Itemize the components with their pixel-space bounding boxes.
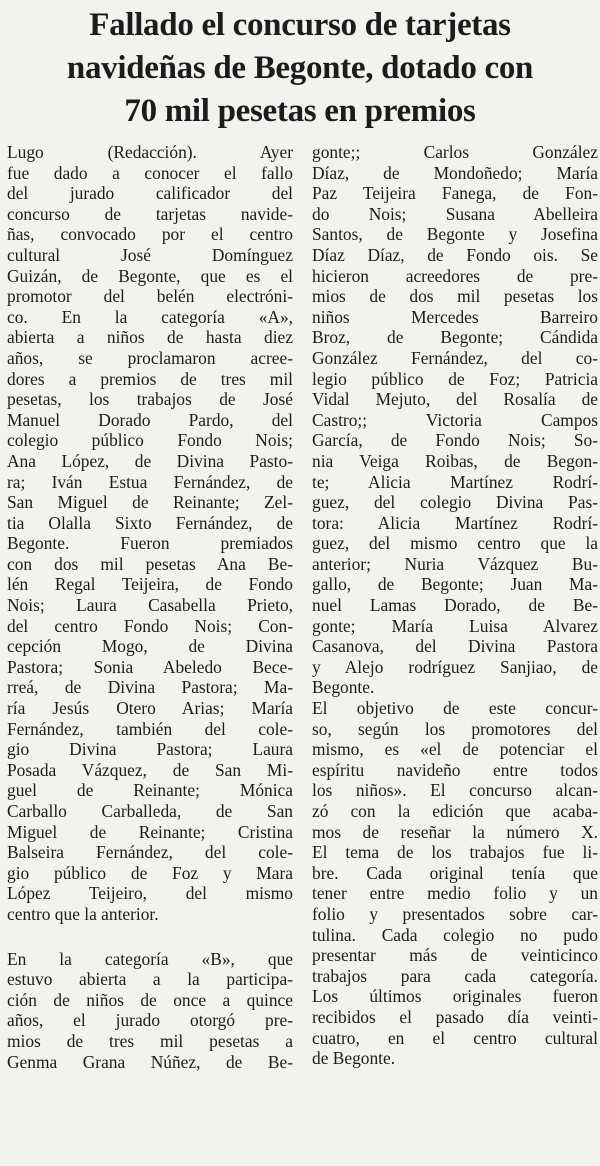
text-line: Pastora; Sonia Abeledo Bece- <box>7 656 293 677</box>
text-line: colegio público Fondo Nois; <box>7 430 293 451</box>
text-line: nia Veiga Roibas, de Begon- <box>312 450 598 471</box>
text-line: pesetas, los trabajos de José <box>7 389 293 410</box>
text-line: Los últimos originales fueron <box>312 986 598 1007</box>
right-column <box>312 142 598 1069</box>
text-line: folio y presentados sobre car- <box>312 903 598 924</box>
headline-line: navideñas de Begonte, dotado con <box>66 50 534 86</box>
text-line: guez, del colegio Divina Pas- <box>312 492 598 513</box>
text-line: cuatro, en el centro cultural <box>312 1027 598 1048</box>
text-line: co. En la categoría «A», <box>7 306 293 327</box>
text-line: Vidal Mejuto, del Rosalía de <box>312 389 598 410</box>
text-line: mos de reseñar la número X. <box>312 821 598 842</box>
text-line: Broz, de Begonte; Cándida <box>312 327 598 348</box>
text-line: centro que la anterior. <box>7 903 159 924</box>
left-paragraph-1 <box>7 142 293 925</box>
text-line: promotor del belén electróni- <box>7 286 293 307</box>
text-line: mios de tres mil pesetas a <box>7 1030 293 1051</box>
text-line: Guizán, de Begonte, que es el <box>7 265 293 286</box>
text-line: fue dado a conocer el fallo <box>7 162 293 183</box>
text-line: bre. Cada original tenía que <box>312 862 598 883</box>
text-line: Fernández, también del cole- <box>7 718 293 739</box>
text-line: tulina. Cada colegio no pudo <box>312 924 598 945</box>
text-line: mios de dos mil pesetas los <box>312 286 598 307</box>
right-paragraph-1 <box>312 142 598 698</box>
text-line: años, se proclamaron acree- <box>7 347 293 368</box>
text-line: gallo, de Begonte; Juan Ma- <box>312 574 598 595</box>
text-line: trabajos para cada categoría. <box>312 965 598 986</box>
text-line: nuel Lamas Dorado, de Be- <box>312 595 598 616</box>
left-paragraph-2 <box>7 949 293 1073</box>
text-line: El tema de los trabajos fue li- <box>312 842 598 863</box>
text-line: rreá, de Divina Pastora; Ma- <box>7 677 293 698</box>
text-line: tora: Alicia Martínez Rodrí- <box>312 512 598 533</box>
text-line: ría Jesús Otero Arias; María <box>7 698 293 719</box>
text-line: años, el jurado otorgó pre- <box>7 1010 293 1031</box>
text-line: niños Mercedes Barreiro <box>312 306 598 327</box>
headline-line: 70 mil pesetas en premios <box>124 93 476 129</box>
text-line: Díaz, de Mondoñedo; María <box>312 162 598 183</box>
text-line: zó con la edición que acaba- <box>312 801 598 821</box>
text-line: Balseira Fernández, del cole- <box>7 842 293 863</box>
text-line: tener entre medio folio y un <box>312 883 598 904</box>
text-line: Ana López, de Divina Pasto- <box>7 450 293 471</box>
left-column <box>7 142 293 1072</box>
text-line: anterior; Nuria Vázquez Bu- <box>312 553 598 574</box>
text-line: ción de niños de once a quince <box>7 989 293 1010</box>
text-line: guez, del mismo centro que la <box>312 533 598 554</box>
text-line: tia Olalla Sixto Fernández, de <box>7 512 293 533</box>
text-line: estuvo abierta a la participa- <box>7 969 293 990</box>
text-line: Carballo Carballeda, de San <box>7 801 293 821</box>
text-line: cepción Mogo, de Divina <box>7 636 293 657</box>
text-line: gonte; María Luisa Alvarez <box>312 615 598 636</box>
text-line: López Teijeiro, del mismo <box>7 883 293 904</box>
text-line: Paz Teijeira Fanega, de Fon- <box>312 183 598 204</box>
text-line: los niños». El concurso alcan- <box>312 780 598 801</box>
text-line: Manuel Dorado Pardo, del <box>7 409 293 430</box>
text-line: presentar más de veinticinco <box>312 945 598 966</box>
text-line: gonte;; Carlos González <box>312 142 598 162</box>
text-line: El objetivo de este concur- <box>312 698 598 719</box>
text-line: guel de Reinante; Mónica <box>7 780 293 801</box>
text-line: do Nois; Susana Abelleira <box>312 203 598 224</box>
headline <box>8 4 592 133</box>
text-line: cultural José Domínguez <box>7 244 293 265</box>
text-line: San Miguel de Reinante; Zel- <box>7 492 293 513</box>
text-line: Casanova, del Divina Pastora <box>312 636 598 657</box>
text-line: espíritu navideño entre todos <box>312 759 598 780</box>
text-line: te; Alicia Martínez Rodrí- <box>312 471 598 492</box>
text-line: González Fernández, del co- <box>312 347 598 368</box>
text-line: gio público de Foz y Mara <box>7 862 293 883</box>
text-line: so, según los promotores del <box>312 718 598 739</box>
text-line: legio público de Foz; Patricia <box>312 368 598 389</box>
text-line: del centro Fondo Nois; Con- <box>7 615 293 636</box>
text-line: gio Divina Pastora; Laura <box>7 739 293 760</box>
right-paragraph-2 <box>312 698 598 1069</box>
text-line: concurso de tarjetas navide- <box>7 203 293 224</box>
text-line: hicieron acreedores de pre- <box>312 265 598 286</box>
text-line: Genma Grana Núñez, de Be- <box>7 1051 293 1072</box>
text-line: Santos, de Begonte y Josefina <box>312 224 598 245</box>
text-line: ñas, convocado por el centro <box>7 224 293 245</box>
text-line: de Begonte. <box>312 1048 396 1069</box>
text-line: con dos mil pesetas Ana Be- <box>7 553 293 574</box>
text-line: Díaz Díaz, de Fondo ois. Se <box>312 244 598 265</box>
text-line: Begonte. Fueron premiados <box>7 533 293 554</box>
text-line: Lugo (Redacción). Ayer <box>7 142 293 162</box>
text-line: dores a premios de tres mil <box>7 368 293 389</box>
text-line: Nois; Laura Casabella Prieto, <box>7 595 293 616</box>
text-line: del jurado calificador del <box>7 183 293 204</box>
text-line: En la categoría «B», que <box>7 948 293 969</box>
headline-line: Fallado el concurso de tarjetas <box>89 7 511 43</box>
paragraph-gap <box>7 925 293 949</box>
text-line: Castro;; Victoria Campos <box>312 409 598 430</box>
text-line: mismo, es «el de potenciar el <box>312 739 598 760</box>
text-line: lén Regal Teijeira, de Fondo <box>7 574 293 595</box>
text-line: Begonte. <box>312 677 375 698</box>
text-line: Posada Vázquez, de San Mi- <box>7 759 293 780</box>
text-line: García, de Fondo Nois; So- <box>312 430 598 451</box>
text-line: ra; Iván Estua Fernández, de <box>7 471 293 492</box>
text-line: abierta a niños de hasta diez <box>7 327 293 348</box>
text-line: Miguel de Reinante; Cristina <box>7 821 293 842</box>
text-line: y Alejo rodríguez Sanjiao, de <box>312 656 598 677</box>
text-line: recibidos el pasado día veinti- <box>312 1006 598 1027</box>
